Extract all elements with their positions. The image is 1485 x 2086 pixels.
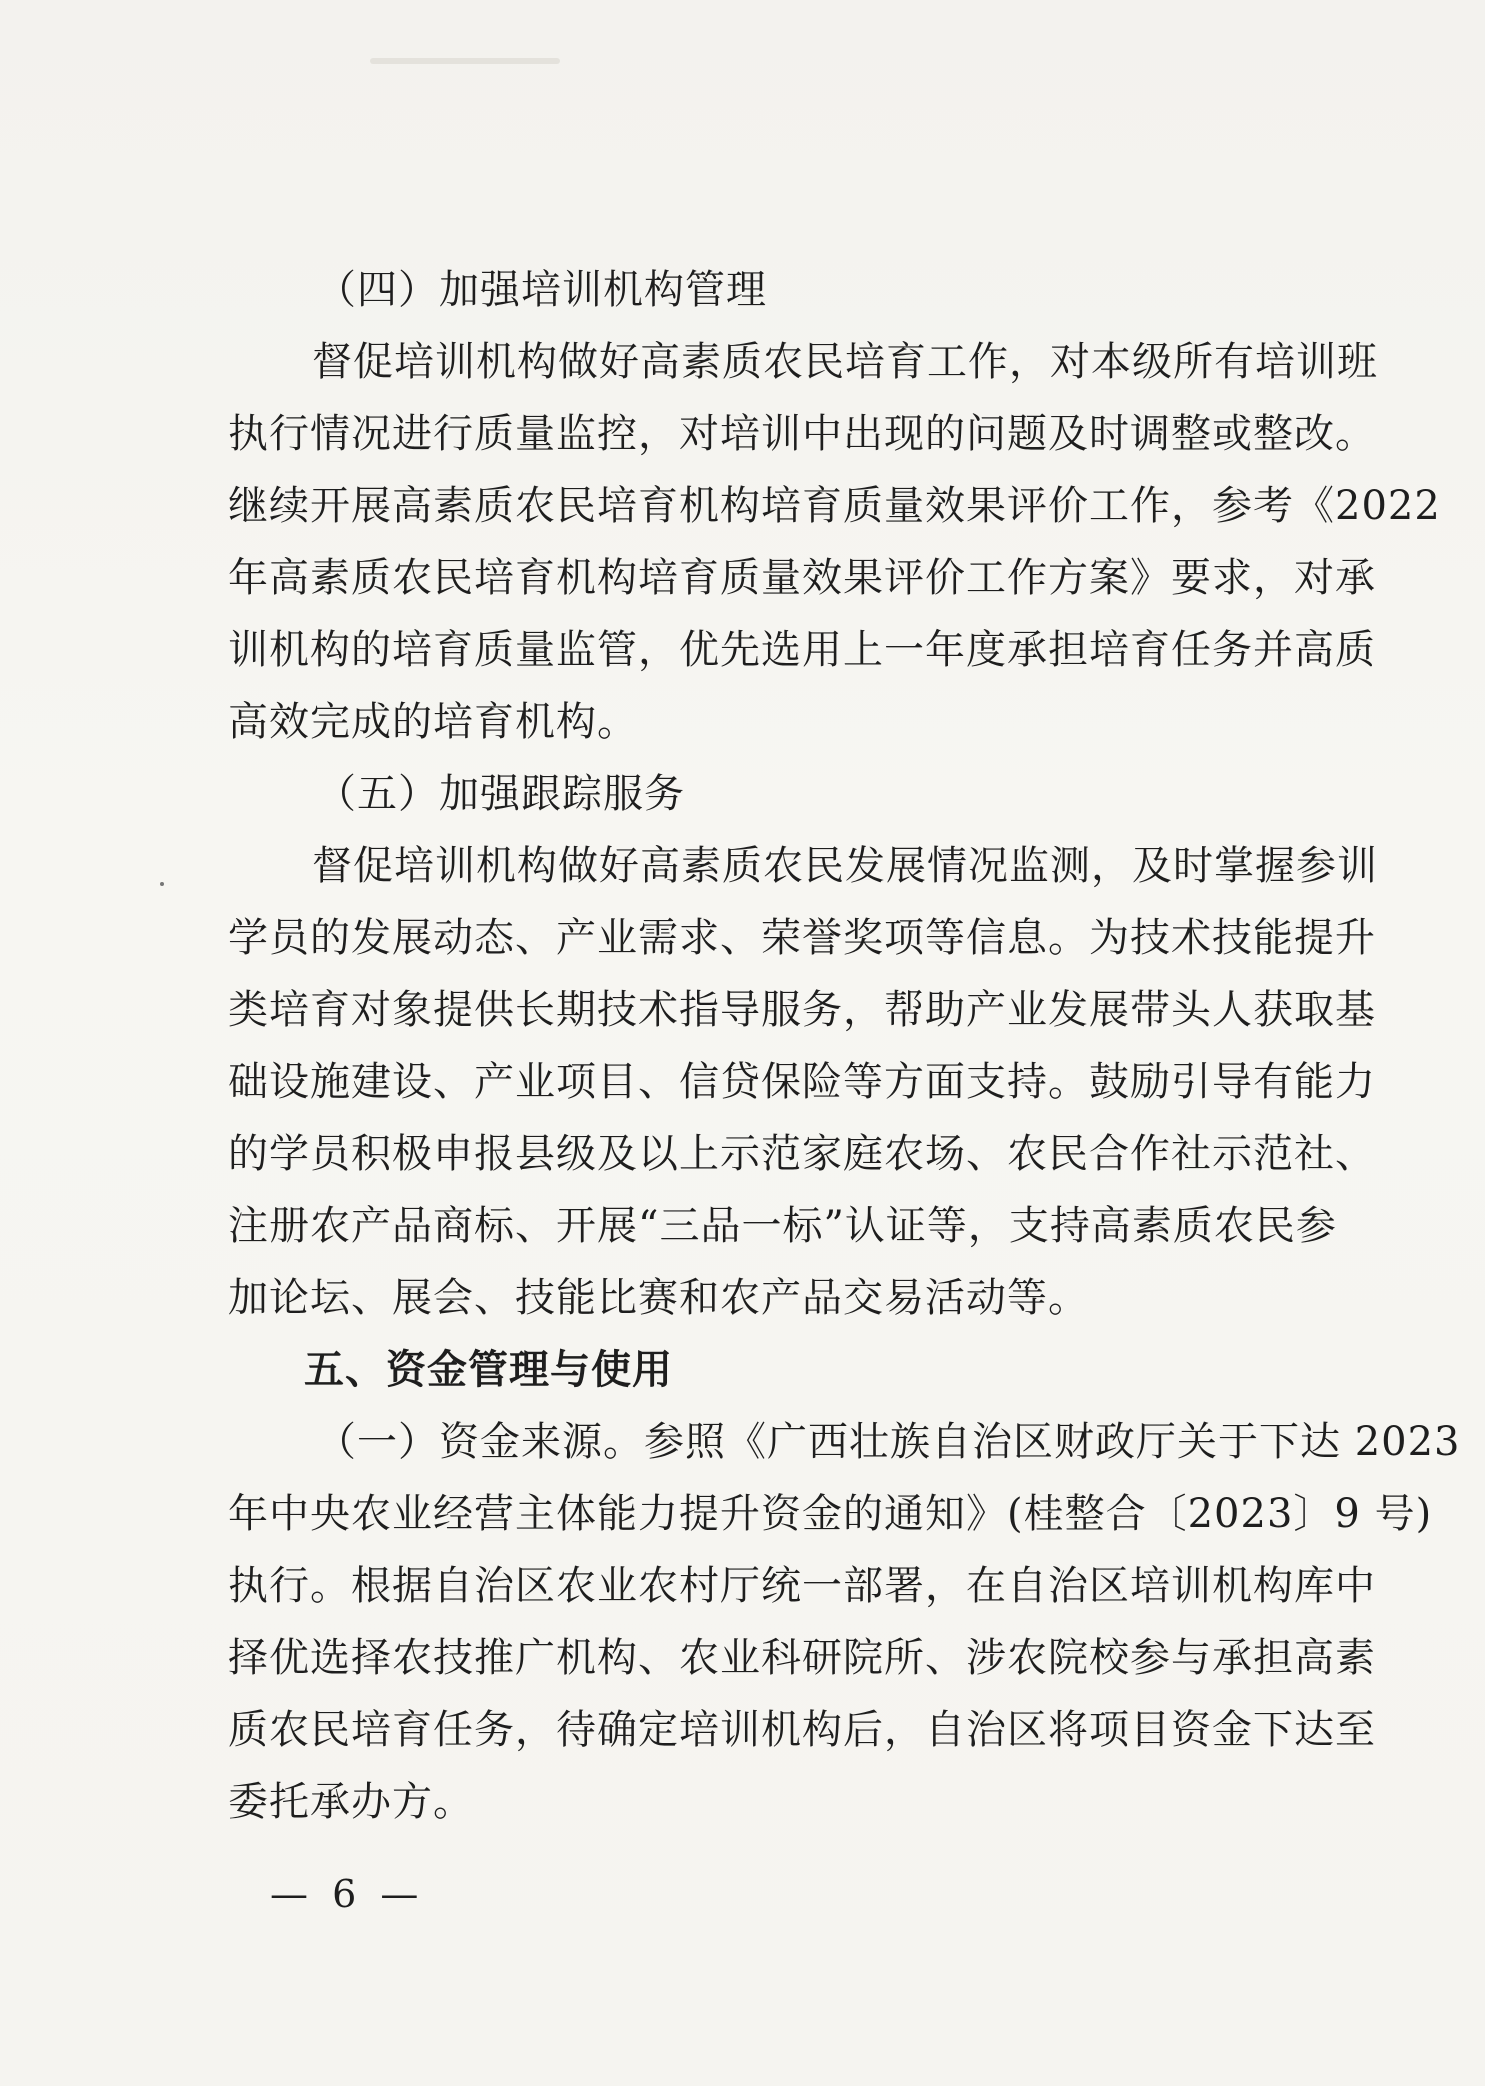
paragraph-line: 督促培训机构做好高素质农民发展情况监测，及时掌握参训 xyxy=(312,843,1378,889)
paragraph-line: 年高素质农民培育机构培育质量效果评价工作方案》要求，对承 xyxy=(228,555,1376,601)
paragraph-line: 注册农产品商标、开展“三品一标”认证等，支持高素质农民参 xyxy=(228,1203,1337,1249)
paragraph-line: 择优选择农技推广机构、农业科研院所、涉农院校参与承担高素 xyxy=(228,1635,1376,1681)
paragraph-line: 的学员积极申报县级及以上示范家庭农场、农民合作社示范社、 xyxy=(228,1131,1376,1177)
paragraph-line: 高效完成的培育机构。 xyxy=(228,699,638,745)
page-number: — 6 — xyxy=(270,1872,425,1916)
scan-speck xyxy=(160,882,164,886)
section-4 xyxy=(228,267,1441,745)
paragraph-line: （一）资金来源。参照《广西壮族自治区财政厅关于下达 2023 xyxy=(316,1419,1461,1465)
paragraph-line: 加论坛、展会、技能比赛和农产品交易活动等。 xyxy=(228,1275,1089,1321)
paragraph-line: 继续开展高素质农民培育机构培育质量效果评价工作，参考《2022 xyxy=(228,483,1441,529)
section-5 xyxy=(228,771,1378,1321)
paragraph-line: 督促培训机构做好高素质农民培育工作，对本级所有培训班 xyxy=(312,339,1378,385)
scan-mark xyxy=(370,58,560,64)
chapter-5 xyxy=(228,1346,1461,1825)
paragraph-line: 学员的发展动态、产业需求、荣誉奖项等信息。为技术技能提升 xyxy=(228,915,1376,961)
paragraph-line: 执行情况进行质量监控，对培训中出现的问题及时调整或整改。 xyxy=(228,411,1376,457)
section-4-heading: （四）加强培训机构管理 xyxy=(316,267,767,313)
paragraph-line: 类培育对象提供长期技术指导服务，帮助产业发展带头人获取基 xyxy=(228,987,1376,1033)
chapter-5-heading: 五、资金管理与使用 xyxy=(304,1346,673,1393)
paragraph-line: 础设施建设、产业项目、信贷保险等方面支持。鼓励引导有能力 xyxy=(228,1059,1376,1105)
paragraph-line: 执行。根据自治区农业农村厅统一部署，在自治区培训机构库中 xyxy=(228,1563,1376,1609)
document-body xyxy=(228,267,1461,1854)
paragraph-line: 质农民培育任务，待确定培训机构后，自治区将项目资金下达至 xyxy=(228,1707,1376,1753)
paragraph-line: 年中央农业经营主体能力提升资金的通知》(桂整合〔2023〕9 号) xyxy=(228,1491,1433,1537)
paragraph-line: 训机构的培育质量监管，优先选用上一年度承担培育任务并高质 xyxy=(228,627,1376,673)
paragraph-line: 委托承办方。 xyxy=(228,1779,474,1825)
section-5-heading: （五）加强跟踪服务 xyxy=(316,771,685,817)
